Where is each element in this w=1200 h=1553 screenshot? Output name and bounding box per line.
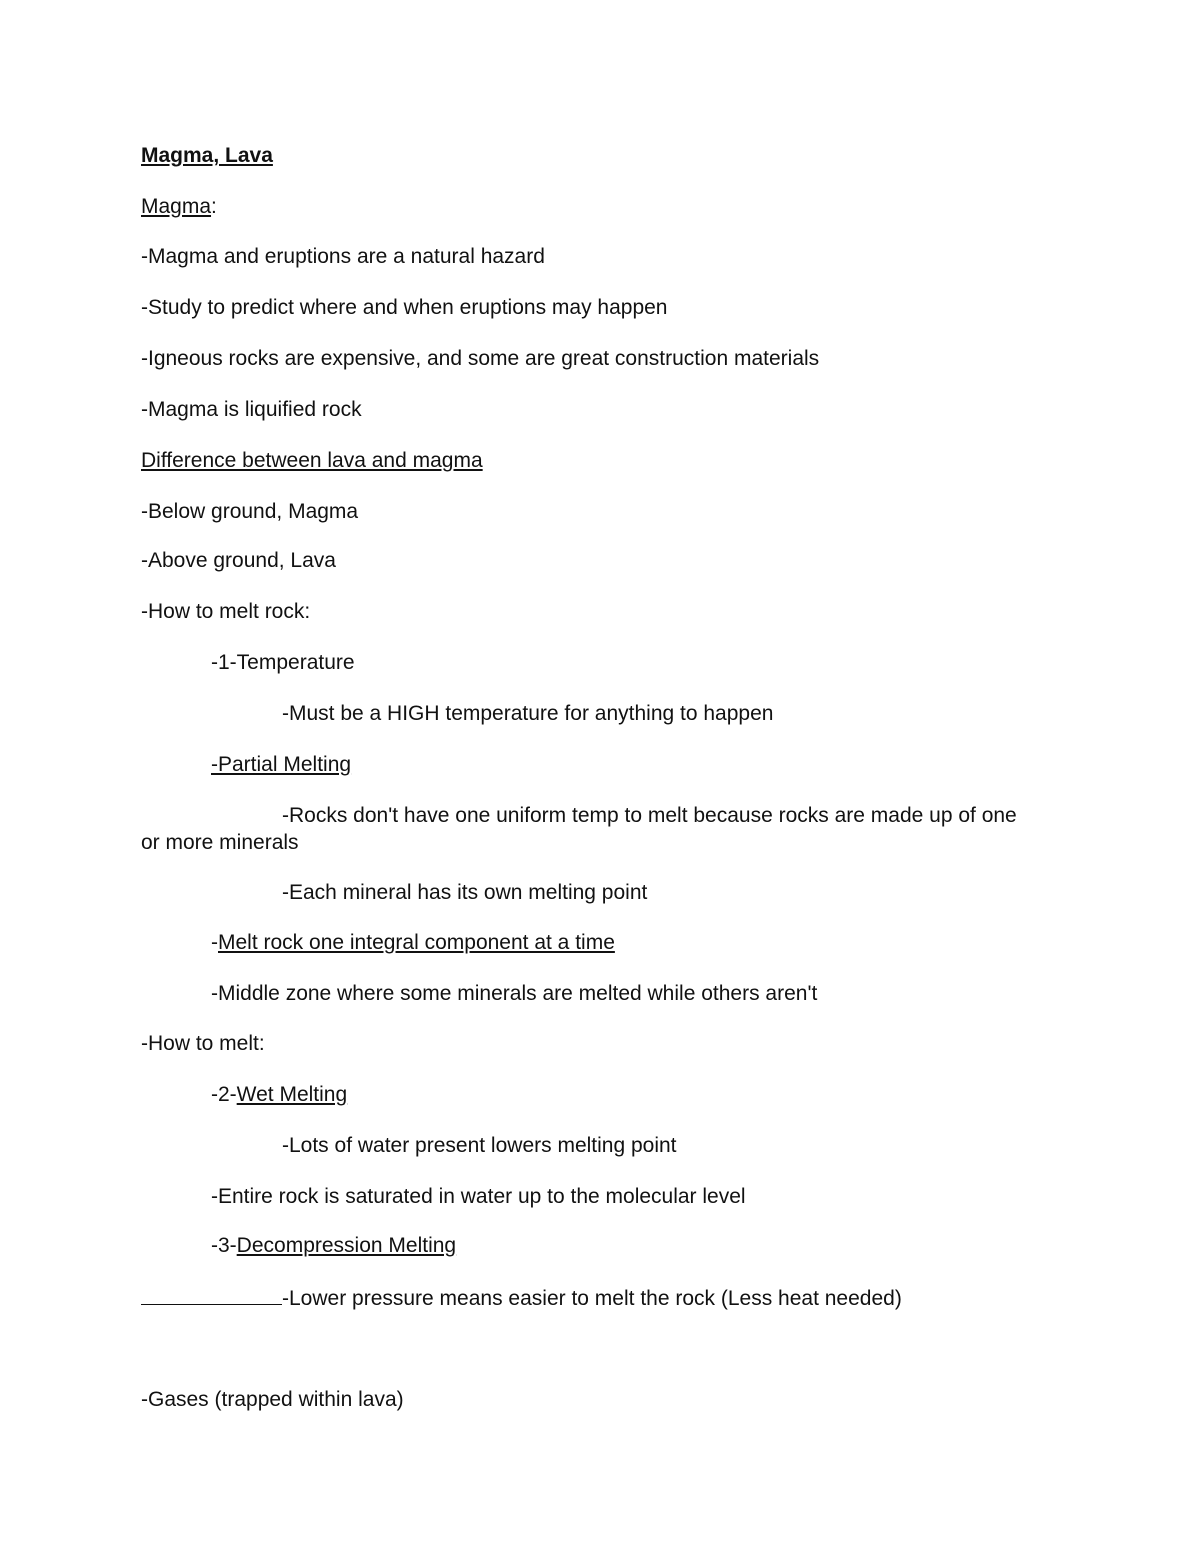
note-paragraph: -Rocks don't have one uniform temp to melt because rocks are made up of one or more minerals [141, 804, 1017, 854]
note-line: -Each mineral has its own melting point [282, 881, 648, 904]
note-line: -Gases (trapped within lava) [141, 1388, 404, 1411]
note-line-prefix: -2- [211, 1083, 237, 1106]
document-title: Magma, Lava [141, 144, 273, 167]
note-line: -How to melt: [141, 1032, 265, 1055]
note-line: -Lots of water present lowers melting point [282, 1134, 677, 1157]
blank-underline [141, 1284, 282, 1305]
melt-component-heading: Melt rock one integral component at a time [218, 931, 615, 954]
note-line: -Magma and eruptions are a natural hazard [141, 245, 545, 268]
note-line: -Study to predict where and when eruptions may happen [141, 296, 668, 319]
decompression-melting-heading: Decompression Melting [236, 1234, 457, 1257]
note-line [211, 1233, 456, 1259]
note-line: -Below ground, Magma [141, 500, 359, 523]
section-heading-magma-colon: : [211, 195, 217, 218]
note-line-prefix: - [211, 931, 218, 954]
note-line: -Middle zone where some minerals are melted while others aren't [211, 982, 818, 1005]
note-line: -Above ground, Lava [141, 549, 336, 572]
note-line: -1-Temperature [211, 651, 355, 674]
note-line [141, 1284, 902, 1312]
difference-heading: Difference between lava and magma [141, 449, 483, 472]
wet-melting-heading: Wet Melting [236, 1083, 348, 1106]
section-heading-magma [141, 194, 217, 220]
note-line: -Entire rock is saturated in water up to the molecular level [211, 1185, 746, 1208]
note-line-prefix: -3- [211, 1234, 237, 1257]
note-line [211, 1082, 347, 1108]
note-line [211, 930, 615, 956]
note-line: -How to melt rock: [141, 600, 311, 623]
partial-melting-heading: -Partial Melting [211, 753, 352, 776]
note-line-text: -Lower pressure means easier to melt the rock (Less heat needed) [282, 1287, 902, 1310]
note-line: -Must be a HIGH temperature for anything to happen [282, 702, 774, 725]
section-heading-magma-label: Magma [141, 195, 212, 218]
note-line: -Igneous rocks are expensive, and some are great construction materials [141, 347, 820, 370]
note-line: -Magma is liquified rock [141, 398, 362, 421]
